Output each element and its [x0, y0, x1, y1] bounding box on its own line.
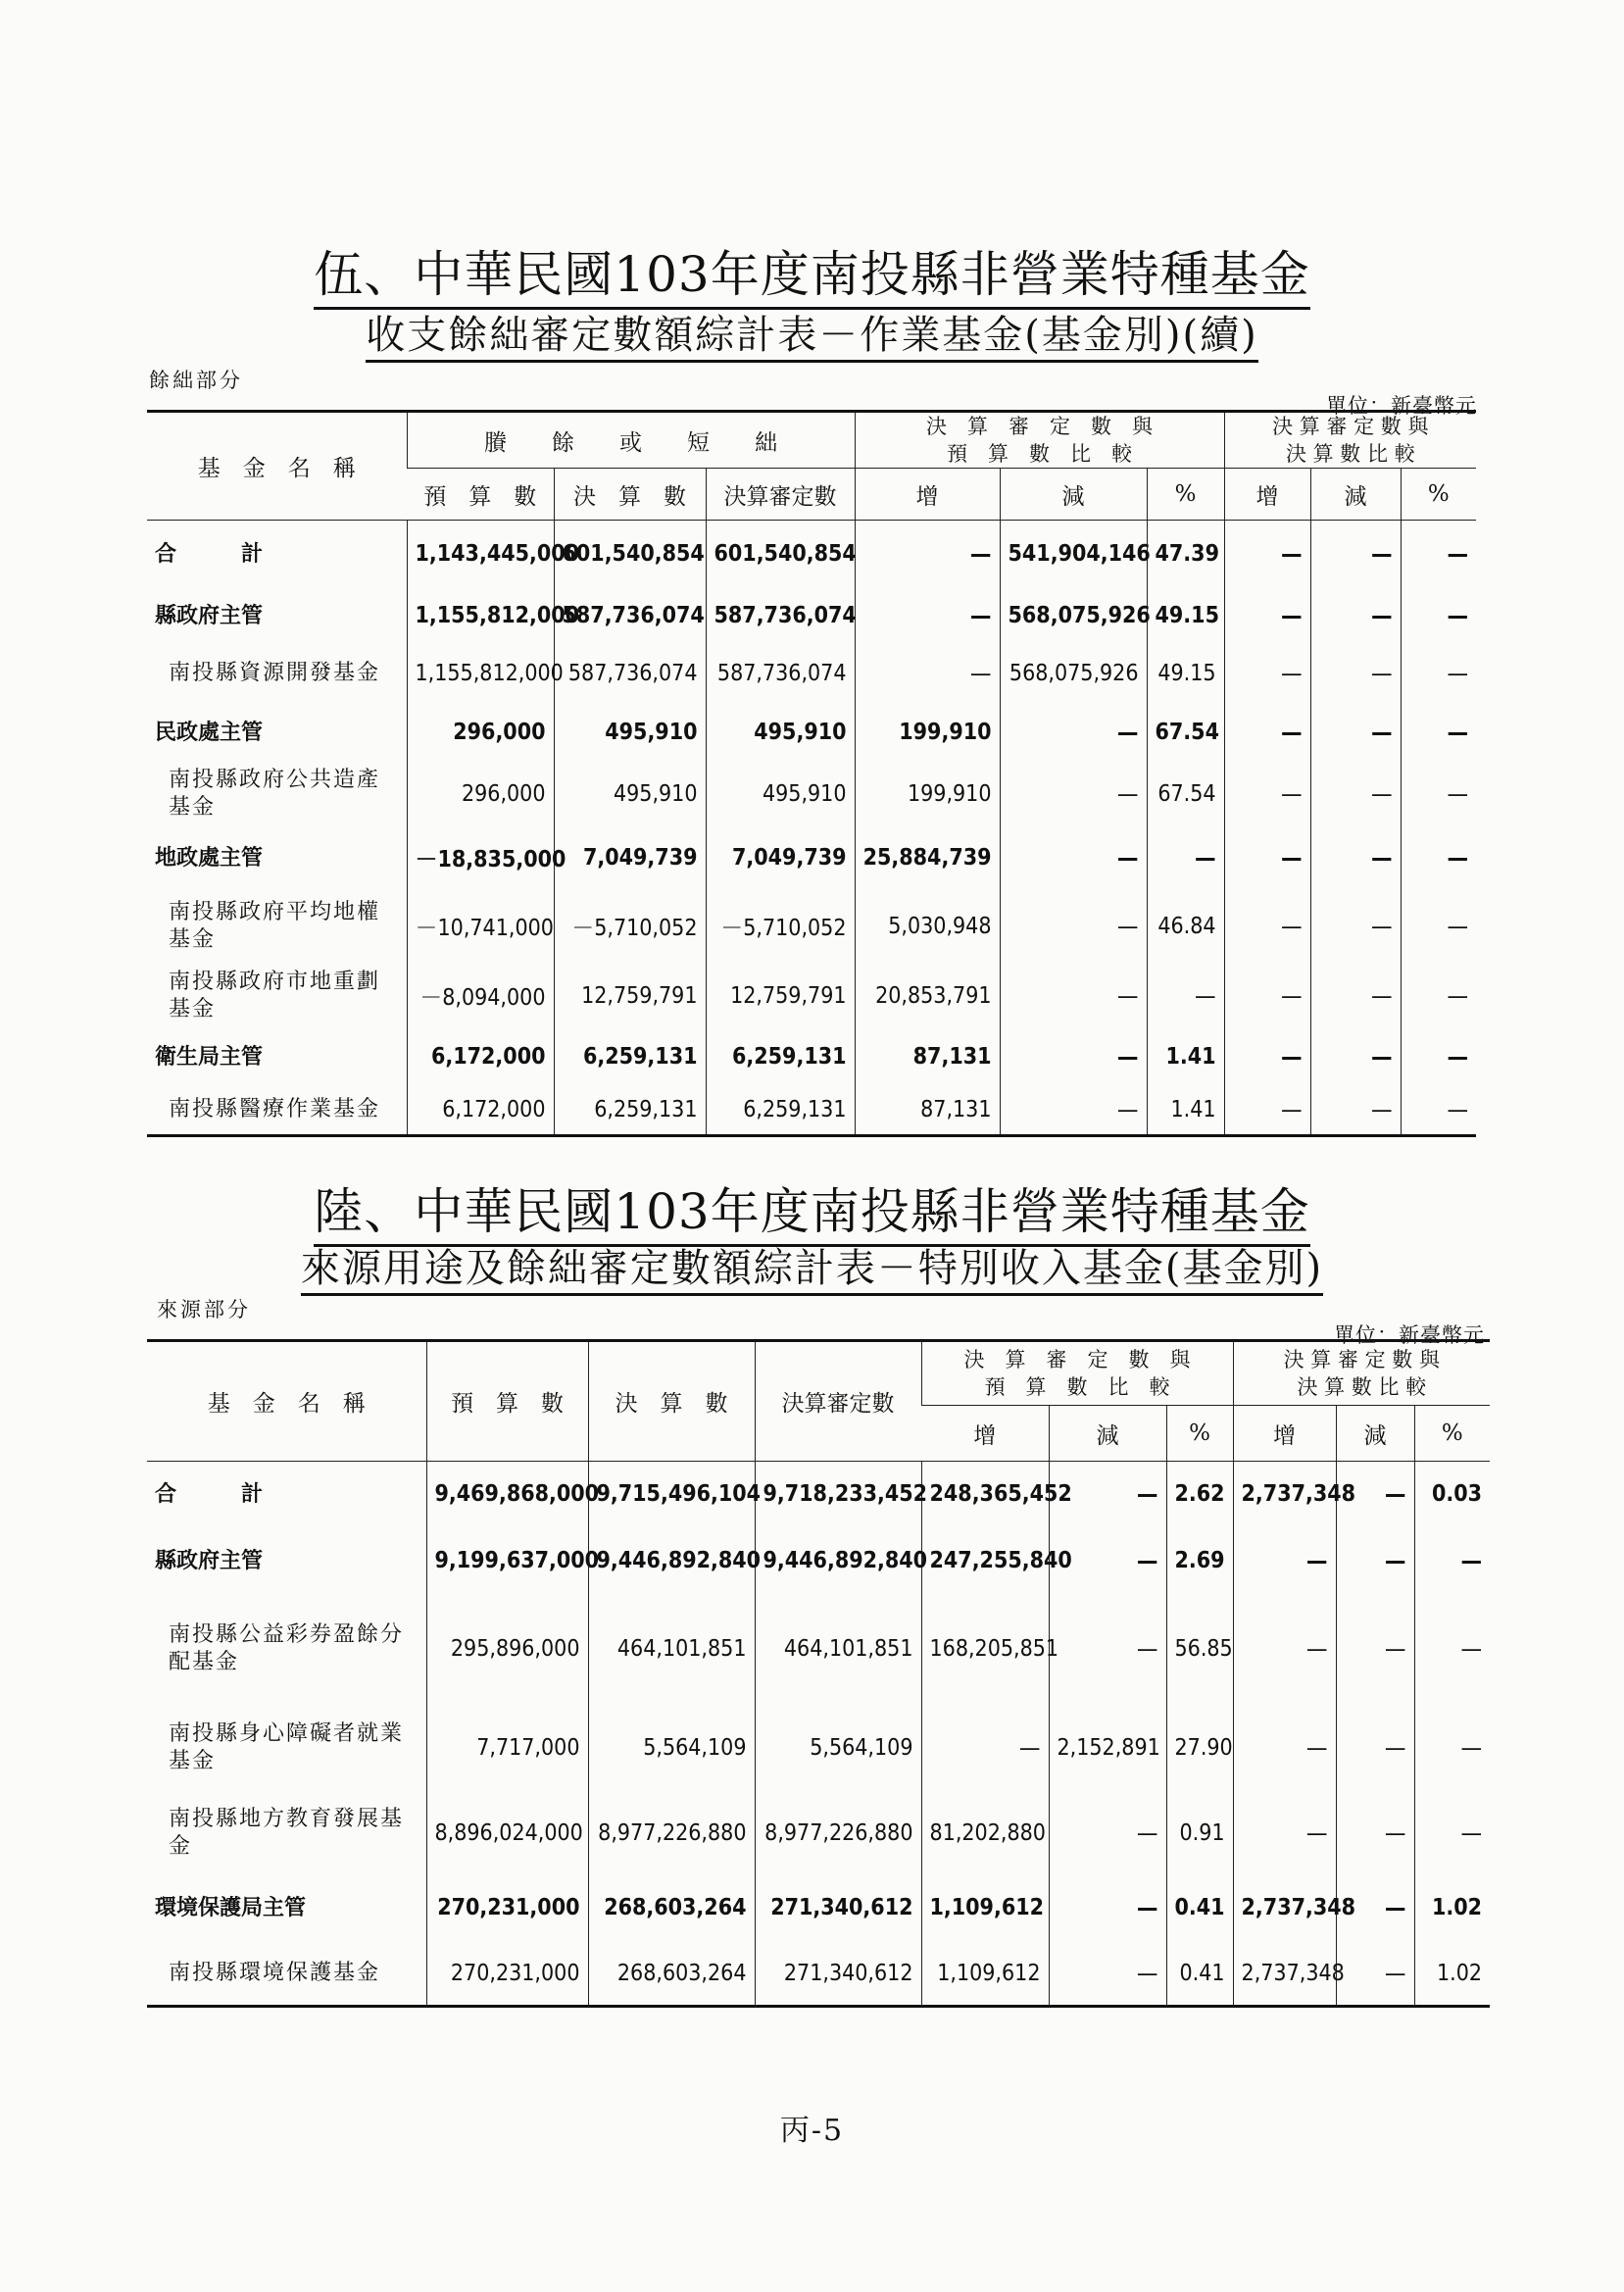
pct2-cell: —	[1414, 1703, 1490, 1793]
table-row	[147, 762, 1476, 826]
pct2-cell: —	[1401, 644, 1476, 703]
table2-header-budget: 預 算 數	[426, 1341, 588, 1462]
inc2-cell: —	[1224, 762, 1310, 826]
audited-cell: 6,259,131	[706, 1085, 855, 1136]
dec1-cell: —	[1049, 1942, 1166, 2007]
pct2-cell: —	[1401, 521, 1476, 587]
final-cell: 601,540,854	[554, 521, 706, 587]
pct1-cell: —	[1147, 826, 1224, 889]
table-row	[147, 1526, 1490, 1595]
audited-cell: 12,759,791	[706, 964, 855, 1028]
dec2-cell: —	[1310, 889, 1401, 964]
dec1-cell: —	[1049, 1873, 1166, 1942]
table2-header-cmp-budget: 決 算 審 定 數 與 預 算 數 比 較	[921, 1341, 1233, 1406]
pct1-cell: 46.84	[1147, 889, 1224, 964]
inc1-cell: 5,030,948	[855, 889, 1000, 964]
dec1-cell: —	[1000, 1085, 1147, 1136]
table-row	[147, 1873, 1490, 1942]
pct1-cell: 2.69	[1166, 1526, 1233, 1595]
table1-header-final: 決 算 數	[554, 469, 706, 521]
inc2-cell: —	[1233, 1793, 1336, 1873]
dec1-cell: —	[1049, 1793, 1166, 1873]
fund-name-cell: 南投縣政府平均地權基金	[169, 899, 381, 952]
audited-cell: 587,736,074	[706, 587, 855, 644]
table1-title: 伍、中華民國103年度南投縣非營業特種基金	[0, 235, 1624, 306]
audited-cell: －5,710,052	[706, 889, 855, 964]
budget-cell: 9,469,868,000	[426, 1462, 588, 1526]
audited-cell: 9,718,233,452	[755, 1462, 921, 1526]
table-row	[147, 521, 1476, 587]
dec2-cell: —	[1310, 587, 1401, 644]
table1-header-inc2: 增	[1224, 469, 1310, 521]
table1-header-budget: 預 算 數	[407, 469, 554, 521]
table1-header-cmp-budget: 決 算 審 定 數 與 預 算 數 比 較	[855, 412, 1224, 469]
fund-name-cell: 縣政府主管	[155, 1547, 264, 1573]
table1-body	[147, 521, 1476, 1136]
table2-header-pct1: %	[1166, 1406, 1233, 1462]
inc2-cell: —	[1224, 826, 1310, 889]
dec2-cell: —	[1336, 1595, 1414, 1703]
pct1-cell: 0.41	[1166, 1942, 1233, 2007]
inc1-cell: 81,202,880	[921, 1793, 1049, 1873]
table1	[147, 410, 1476, 1137]
budget-cell: 8,896,024,000	[426, 1793, 588, 1873]
table2-header-dec1: 減	[1049, 1406, 1166, 1462]
dec1-cell: —	[1049, 1526, 1166, 1595]
inc2-cell: 2,737,348	[1233, 1462, 1336, 1526]
inc2-cell: —	[1224, 889, 1310, 964]
table1-header-surplus-group: 賸 餘 或 短 絀	[407, 412, 855, 469]
final-cell: 268,603,264	[588, 1873, 755, 1942]
dec1-cell: —	[1000, 889, 1147, 964]
final-cell: 12,759,791	[554, 964, 706, 1028]
budget-cell: 9,199,637,000	[426, 1526, 588, 1595]
audited-cell: 8,977,226,880	[755, 1793, 921, 1873]
pct2-cell: —	[1414, 1595, 1490, 1703]
pct1-cell: 0.91	[1166, 1793, 1233, 1873]
table-row	[147, 964, 1476, 1028]
budget-cell: 270,231,000	[426, 1942, 588, 2007]
fund-name-cell: 地政處主管	[155, 844, 264, 871]
dec1-cell: —	[1000, 964, 1147, 1028]
table-row	[147, 826, 1476, 889]
final-cell: 9,715,496,104	[588, 1462, 755, 1526]
pct1-cell: 1.41	[1147, 1085, 1224, 1136]
dec2-cell: —	[1336, 1873, 1414, 1942]
inc2-cell: —	[1233, 1595, 1336, 1703]
table2-header-cmp-final: 決 算 審 定 數 與 決 算 數 比 較	[1233, 1341, 1490, 1406]
budget-cell: 270,231,000	[426, 1873, 588, 1942]
table-row	[147, 889, 1476, 964]
pct2-cell: —	[1401, 1028, 1476, 1085]
pct2-cell: —	[1401, 964, 1476, 1028]
inc2-cell: —	[1233, 1526, 1336, 1595]
table-row	[147, 1028, 1476, 1085]
dec2-cell: —	[1336, 1703, 1414, 1793]
inc1-cell: 1,109,612	[921, 1942, 1049, 2007]
inc2-cell: —	[1224, 964, 1310, 1028]
dec2-cell: —	[1310, 762, 1401, 826]
inc2-cell: —	[1224, 521, 1310, 587]
pct1-cell: 2.62	[1166, 1462, 1233, 1526]
fund-name-cell: 南投縣環境保護基金	[169, 1960, 381, 1985]
audited-cell: 6,259,131	[706, 1028, 855, 1085]
budget-cell: 1,143,445,000	[407, 521, 554, 587]
pct2-cell: —	[1401, 826, 1476, 889]
fund-name-cell: 衛生局主管	[155, 1043, 264, 1070]
dec2-cell: —	[1310, 644, 1401, 703]
table-row	[147, 1085, 1476, 1136]
audited-cell: 5,564,109	[755, 1703, 921, 1793]
fund-name-cell: 南投縣地方教育發展基金	[169, 1806, 405, 1859]
final-cell: 8,977,226,880	[588, 1793, 755, 1873]
inc1-cell: 25,884,739	[855, 826, 1000, 889]
final-cell: 7,049,739	[554, 826, 706, 889]
fund-name-cell: 南投縣公益彩券盈餘分配基金	[169, 1621, 405, 1674]
final-cell: 464,101,851	[588, 1595, 755, 1703]
audited-cell: 9,446,892,840	[755, 1526, 921, 1595]
final-cell: 9,446,892,840	[588, 1526, 755, 1595]
table-row	[147, 703, 1476, 762]
table2	[147, 1339, 1490, 2008]
pct1-cell: 67.54	[1147, 703, 1224, 762]
audited-cell: 271,340,612	[755, 1942, 921, 2007]
audited-cell: 495,910	[706, 762, 855, 826]
table1-header-dec2: 減	[1310, 469, 1401, 521]
table2-header-audited: 決算審定數	[755, 1341, 921, 1462]
audited-cell: 495,910	[706, 703, 855, 762]
inc1-cell: 87,131	[855, 1028, 1000, 1085]
fund-name-cell: 南投縣資源開發基金	[169, 660, 381, 685]
table1-header-dec1: 減	[1000, 469, 1147, 521]
inc2-cell: —	[1224, 1085, 1310, 1136]
dec2-cell: —	[1336, 1942, 1414, 2007]
inc2-cell: —	[1224, 703, 1310, 762]
dec1-cell: —	[1000, 1028, 1147, 1085]
pct2-cell: 1.02	[1414, 1942, 1490, 2007]
pct1-cell: 1.41	[1147, 1028, 1224, 1085]
table1-header-pct2: %	[1401, 469, 1476, 521]
budget-cell: －8,094,000	[407, 964, 554, 1028]
budget-cell: 1,155,812,000	[407, 644, 554, 703]
dec2-cell: —	[1310, 826, 1401, 889]
inc1-cell: 199,910	[855, 762, 1000, 826]
pct1-cell: —	[1147, 964, 1224, 1028]
audited-cell: 601,540,854	[706, 521, 855, 587]
audited-cell: 587,736,074	[706, 644, 855, 703]
inc1-cell: 168,205,851	[921, 1595, 1049, 1703]
table1-subtitle: 收支餘絀審定數額綜計表－作業基金(基金別)(續)	[0, 304, 1624, 360]
pct2-cell: 0.03	[1414, 1462, 1490, 1526]
fund-name-cell: 南投縣政府市地重劃基金	[169, 969, 381, 1021]
budget-cell: 7,717,000	[426, 1703, 588, 1793]
table-row	[147, 1942, 1490, 2007]
pct1-cell: 47.39	[1147, 521, 1224, 587]
page-number: 丙-5	[779, 2114, 845, 2148]
fund-name-cell: 縣政府主管	[155, 602, 264, 628]
dec1-cell: 568,075,926	[1000, 587, 1147, 644]
inc2-cell: —	[1233, 1703, 1336, 1793]
pct2-cell: —	[1414, 1526, 1490, 1595]
pct2-cell: 1.02	[1414, 1873, 1490, 1942]
dec1-cell: —	[1049, 1462, 1166, 1526]
inc1-cell: 199,910	[855, 703, 1000, 762]
table2-header-pct2: %	[1414, 1406, 1490, 1462]
final-cell: 587,736,074	[554, 644, 706, 703]
dec1-cell: —	[1000, 762, 1147, 826]
final-cell: 495,910	[554, 762, 706, 826]
table1-header-pct1: %	[1147, 469, 1224, 521]
pct1-cell: 56.85	[1166, 1595, 1233, 1703]
table1-header-audited: 決算審定數	[706, 469, 855, 521]
table2-header-inc2: 增	[1233, 1406, 1336, 1462]
dec1-cell: 568,075,926	[1000, 644, 1147, 703]
dec2-cell: —	[1336, 1526, 1414, 1595]
fund-name-cell: 合 計	[155, 1480, 264, 1507]
audited-cell: 464,101,851	[755, 1595, 921, 1703]
dec1-cell: —	[1000, 703, 1147, 762]
pct2-cell: —	[1401, 762, 1476, 826]
dec1-cell: 2,152,891	[1049, 1703, 1166, 1793]
table1-header-cmp-final: 決 算 審 定 數 與 決 算 數 比 較	[1224, 412, 1476, 469]
table2-section-label: 來源部分	[157, 1298, 251, 1321]
pct2-cell: —	[1401, 703, 1476, 762]
table2-unit: 單位：新臺幣元	[1334, 1323, 1485, 1347]
dec2-cell: —	[1310, 1028, 1401, 1085]
pct1-cell: 67.54	[1147, 762, 1224, 826]
fund-name-cell: 南投縣政府公共造產基金	[169, 767, 381, 820]
inc1-cell: 20,853,791	[855, 964, 1000, 1028]
pct2-cell: —	[1401, 889, 1476, 964]
table2-subtitle: 來源用途及餘絀審定數額綜計表－特別收入基金(基金別)	[0, 1237, 1624, 1293]
fund-name-cell: 環境保護局主管	[155, 1894, 307, 1920]
table1-header-fund-name: 基 金 名 稱	[147, 412, 407, 521]
budget-cell: －10,741,000	[407, 889, 554, 964]
table-row	[147, 1793, 1490, 1873]
audited-cell: 7,049,739	[706, 826, 855, 889]
dec2-cell: —	[1310, 521, 1401, 587]
final-cell: 495,910	[554, 703, 706, 762]
budget-cell: 1,155,812,000	[407, 587, 554, 644]
budget-cell: 296,000	[407, 762, 554, 826]
pct1-cell: 0.41	[1166, 1873, 1233, 1942]
final-cell: －5,710,052	[554, 889, 706, 964]
inc2-cell: 2,737,348	[1233, 1942, 1336, 2007]
final-cell: 6,259,131	[554, 1085, 706, 1136]
fund-name-cell: 民政處主管	[155, 719, 264, 745]
final-cell: 5,564,109	[588, 1703, 755, 1793]
inc1-cell: —	[855, 521, 1000, 587]
final-cell: 268,603,264	[588, 1942, 755, 2007]
table-row	[147, 1703, 1490, 1793]
inc1-cell: —	[855, 644, 1000, 703]
pct1-cell: 49.15	[1147, 644, 1224, 703]
inc1-cell: 248,365,452	[921, 1462, 1049, 1526]
budget-cell: －18,835,000	[407, 826, 554, 889]
pct2-cell: —	[1401, 587, 1476, 644]
table-row	[147, 1595, 1490, 1703]
inc2-cell: —	[1224, 1028, 1310, 1085]
budget-cell: 6,172,000	[407, 1028, 554, 1085]
final-cell: 587,736,074	[554, 587, 706, 644]
dec2-cell: —	[1336, 1793, 1414, 1873]
dec1-cell: 541,904,146	[1000, 521, 1147, 587]
fund-name-cell: 南投縣醫療作業基金	[169, 1096, 381, 1121]
table2-header-fund-name: 基 金 名 稱	[147, 1341, 426, 1462]
table-row	[147, 1462, 1490, 1526]
inc1-cell: 87,131	[855, 1085, 1000, 1136]
pct2-cell: —	[1401, 1085, 1476, 1136]
final-cell: 6,259,131	[554, 1028, 706, 1085]
inc1-cell: 1,109,612	[921, 1873, 1049, 1942]
dec2-cell: —	[1310, 703, 1401, 762]
table1-header-inc1: 增	[855, 469, 1000, 521]
inc1-cell: 247,255,840	[921, 1526, 1049, 1595]
pct2-cell: —	[1414, 1793, 1490, 1873]
table1-section-label: 餘絀部分	[149, 369, 243, 392]
table2-header-dec2: 減	[1336, 1406, 1414, 1462]
table-row	[147, 644, 1476, 703]
fund-name-cell: 合 計	[155, 540, 264, 567]
table2-header-inc1: 增	[921, 1406, 1049, 1462]
table2-body	[147, 1462, 1490, 2007]
pct1-cell: 27.90	[1166, 1703, 1233, 1793]
dec2-cell: —	[1310, 1085, 1401, 1136]
table2-title: 陸、中華民國103年度南投縣非營業特種基金	[0, 1172, 1624, 1243]
dec2-cell: —	[1336, 1462, 1414, 1526]
table-row	[147, 587, 1476, 644]
table1-unit: 單位：新臺幣元	[1326, 394, 1477, 418]
inc2-cell: —	[1224, 587, 1310, 644]
dec1-cell: —	[1049, 1595, 1166, 1703]
inc1-cell: —	[921, 1703, 1049, 1793]
inc2-cell: 2,737,348	[1233, 1873, 1336, 1942]
budget-cell: 296,000	[407, 703, 554, 762]
budget-cell: 6,172,000	[407, 1085, 554, 1136]
fund-name-cell: 南投縣身心障礙者就業基金	[169, 1720, 405, 1773]
dec1-cell: —	[1000, 826, 1147, 889]
inc2-cell: —	[1224, 644, 1310, 703]
audited-cell: 271,340,612	[755, 1873, 921, 1942]
table2-header-final: 決 算 數	[588, 1341, 755, 1462]
inc1-cell: —	[855, 587, 1000, 644]
budget-cell: 295,896,000	[426, 1595, 588, 1703]
dec2-cell: —	[1310, 964, 1401, 1028]
pct1-cell: 49.15	[1147, 587, 1224, 644]
